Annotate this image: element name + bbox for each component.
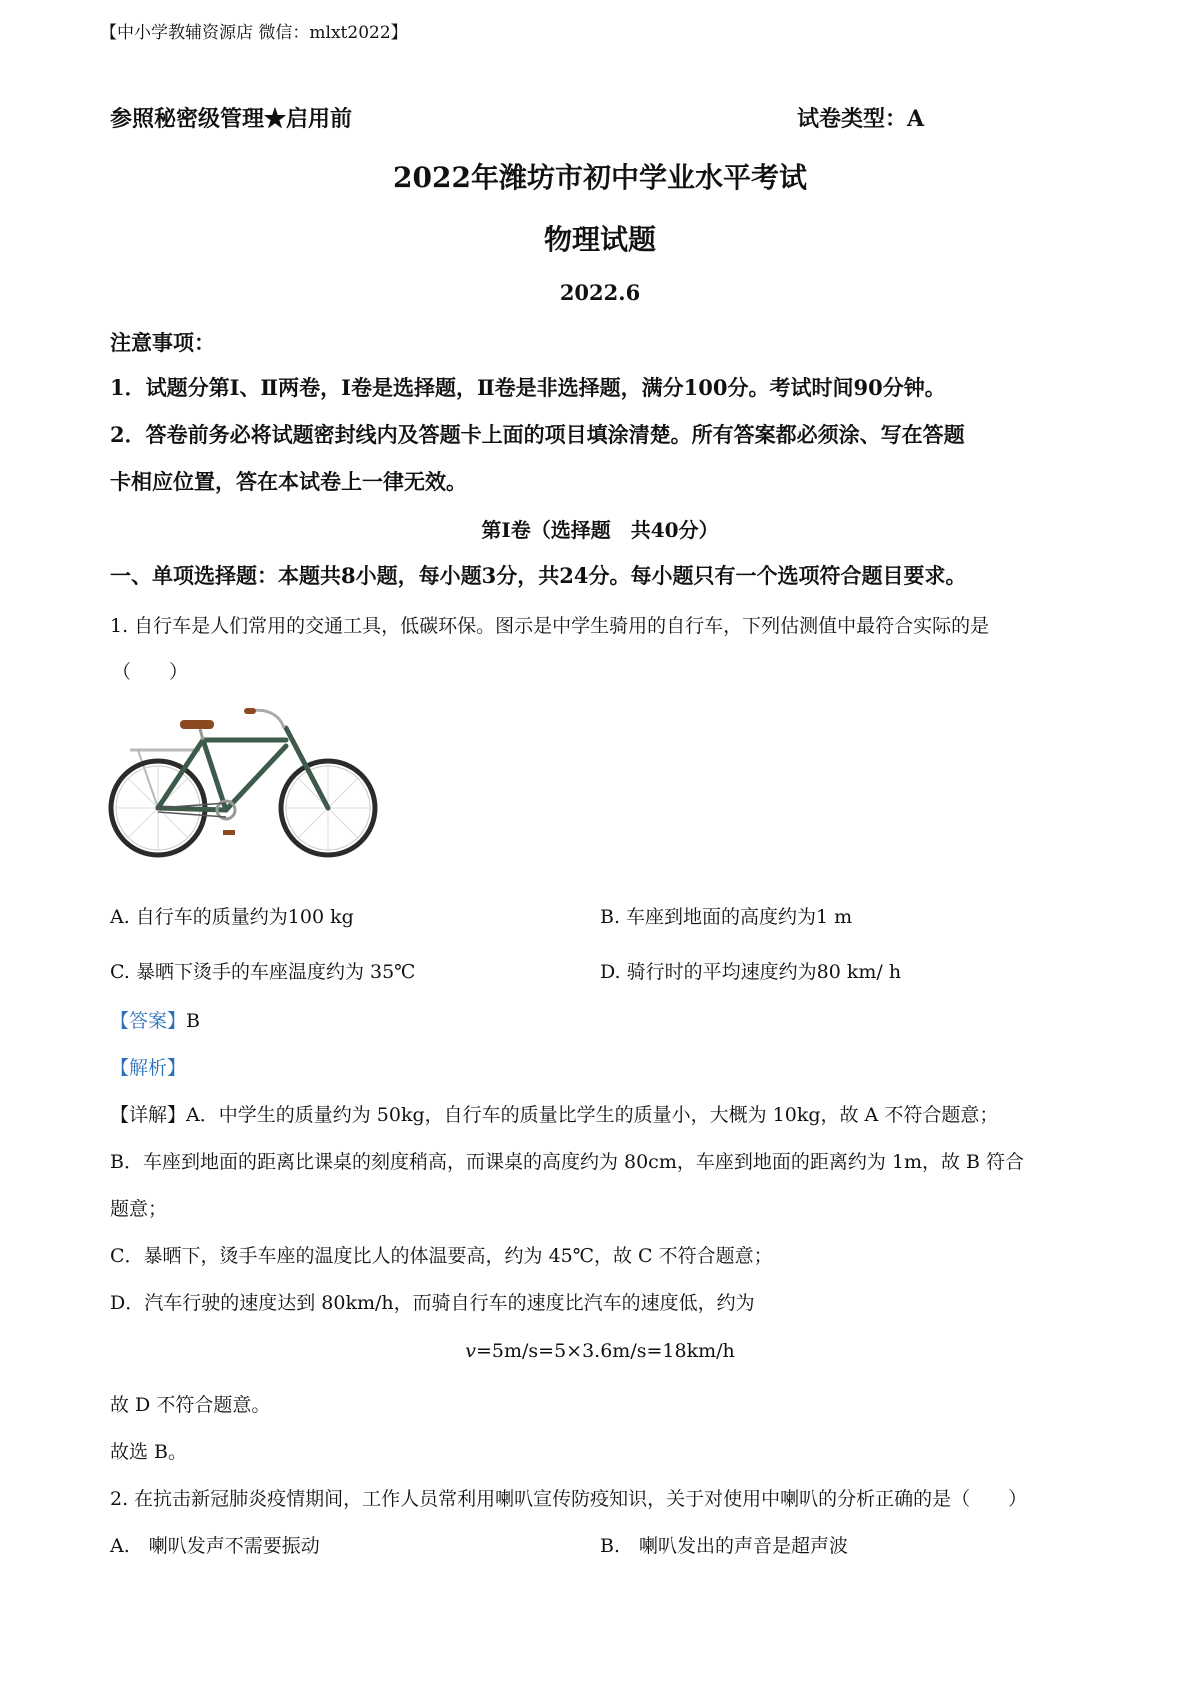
answer-tag: 【答案】 (110, 1010, 187, 1032)
exam-date: 2022.6 (559, 280, 641, 305)
q2-option-b: B. 喇叭发出的声音是超声波 (600, 1535, 849, 1557)
detail-c: C．暴晒下，烫手车座的温度比人的体温要高，约为 45℃，故 C 不符合题意； (110, 1245, 773, 1267)
detail-b: B．车座到地面的距离比课桌的刻度稍高，而课桌的高度约为 80cm，车座到地面的距离约为 1m，故 B 符合 (110, 1151, 1025, 1173)
q2-option-a: A. 喇叭发声不需要振动 (110, 1535, 320, 1557)
q1-option-c: C. 暴晒下烫手的车座温度约为 35℃ (110, 961, 416, 983)
exam-title: 2022年潍坊市初中学业水平考试 (393, 161, 807, 194)
conclusion: 故选 B。 (110, 1441, 188, 1463)
q1-answer (110, 1006, 200, 1033)
section-title: 第Ⅰ卷（选择题 共40分） (481, 518, 719, 542)
header-note: 【中小学教辅资源店 微信：mlxt2022】 (100, 23, 408, 43)
q2-stem: 2. 在抗击新冠肺炎疫情期间，工作人员常利用喇叭宣传防疫知识，关于对使用中喇叭的分析正确的是（ ） (110, 1488, 1028, 1510)
bicycle-image (108, 698, 388, 873)
notices-heading: 注意事项： (110, 330, 215, 355)
detail-d: D．汽车行驶的速度达到 80km/h，而骑自行车的速度比汽车的速度低，约为 (110, 1292, 755, 1314)
part1-title: 一、单项选择题：本题共8小题，每小题3分，共24分。每小题只有一个选项符合题目要求。 (110, 563, 967, 588)
q1-stem-paren: （ ） (112, 661, 189, 683)
exam-subject: 物理试题 (543, 223, 656, 256)
detail-d-end: 故 D 不符合题意。 (110, 1394, 271, 1416)
q1-stem: 1. 自行车是人们常用的交通工具，低碳环保。图示是中学生骑用的自行车，下列估测值中最符合实际的是 (110, 615, 990, 637)
speed-formula (0, 1340, 1200, 1362)
detail-b-cont: 题意； (110, 1198, 168, 1220)
analysis-tag: 【解析】 (110, 1057, 187, 1079)
q1-option-a: A. 自行车的质量约为100 kg (110, 906, 354, 928)
notice-item-2: 2．答卷前务必将试题密封线内及答题卡上面的项目填涂清楚。所有答案都必须涂、写在答题 (110, 422, 965, 447)
answer-value: B (186, 1010, 200, 1032)
detail-a-text: A．中学生的质量约为 50kg，自行车的质量比学生的质量小，大概为 10kg，故 A 不符合题意； (186, 1104, 999, 1126)
q1-option-d: D. 骑行时的平均速度约为80 km/ h (600, 961, 902, 983)
formula-expression: =5m/s=5×3.6m/s=18km/h (475, 1340, 735, 1362)
detail-tag: 【详解】 (110, 1104, 187, 1126)
confidentiality-label: 参照秘密级管理★启用前 (110, 106, 353, 132)
q1-option-b: B. 车座到地面的高度约为1 m (600, 906, 853, 928)
paper-type-label: 试卷类型：A (797, 106, 925, 132)
formula-variable: v (465, 1340, 476, 1362)
notice-item-1: 1．试题分第Ⅰ、Ⅱ两卷，Ⅰ卷是选择题，Ⅱ卷是非选择题，满分100分。考试时间90分钟。 (110, 375, 946, 400)
notice-item-2-cont: 卡相应位置，答在本试卷上一律无效。 (110, 469, 467, 494)
detail-a (110, 1100, 998, 1127)
